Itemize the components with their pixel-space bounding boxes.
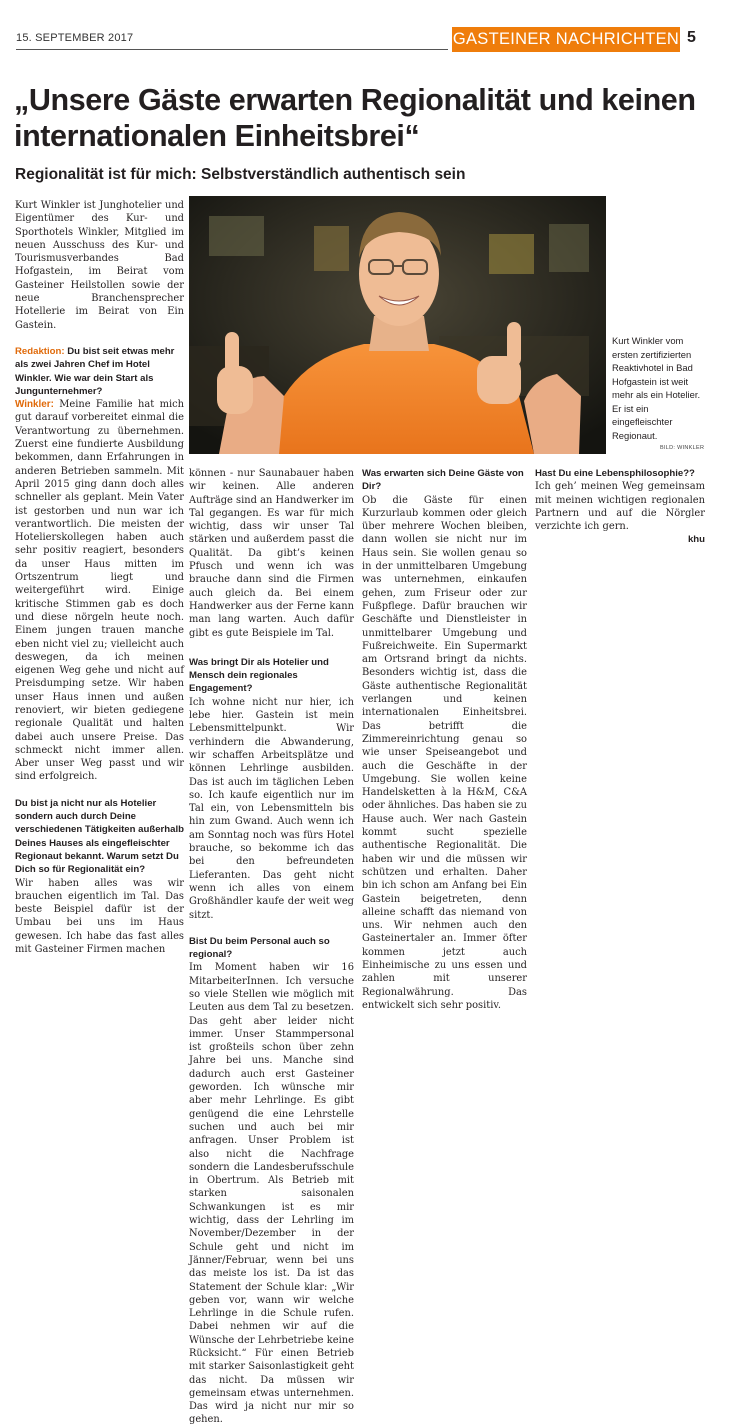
photo-credit: BILD: WINKLER bbox=[660, 445, 705, 451]
article-subheadline: Regionalität ist für mich: Selbstverständlich authentisch sein bbox=[15, 166, 466, 183]
answer-4: Im Moment haben wir 16 MitarbeiterInnen. Ich versuche so viele Stellen wie möglich mit Leuten aus dem Tal zu besetzen. Das geht aber leider nicht immer. Unser Stammpersonal ist großteils schon über zehn Jahre bei uns. Manche sind dadurch auch erst Gasteiner geworden. Ich wünsche mir aber mehr Lehrlinge. Es gibt genügend die eine Lehrstelle suchen und auch bei mir anfragen. Unser Problem ist also nicht die Nachfrage sondern die Landesberufsschule in Obertrum. Als Betrieb mit starken saisonalen Schwankungen ist es mir wichtig, dass der Lehrling im November/Dezember in der Schule geht und nicht im Jänner/Februar, wenn bei uns das meiste los ist. Da ist das Statement der Schule klar: „Wir geben vor, wann wir welche Lehrlinge in die Schule rufen. Dabei nehmen wir auf die Wünsche der Lehrbetriebe keine Rücksicht.“ Für einen Betrieb mit starker Saisonlastigkeit geht das nicht. Da müssen wir gemeinsam etwas unternehmen. Das wird ja nicht nur mir so gehen. bbox=[189, 962, 354, 1426]
page-number: 5 bbox=[687, 29, 696, 46]
question-3: Was bringt Dir als Hotelier und Mensch dein regionales Engagement? bbox=[189, 656, 329, 695]
question-5: Was erwarten sich Deine Gäste von Dir? bbox=[362, 468, 524, 493]
answer-3: Ich wohne nicht nur hier, ich lebe hier. Gastein ist mein Lebensmittelpunkt. Wir verhindern die Abwanderung, wir schaffen Arbeitsplätze und können Lehrlinge ausbilden. Das ist auch im täglichen Leben so. Ich kaufe eigentlich nur im Tal ein, von Lebensmitteln bis hin zum Gwand. Auch wenn ich am Sonntag noch was fürs Hotel brauche, so bekomme ich das bei den befreundeten Lieferanten. Das geht nicht wenn ich alles von einem Großhändler kaufe der weit weg sitzt. bbox=[189, 696, 354, 921]
author-signature: khu bbox=[687, 534, 705, 546]
column-4 bbox=[535, 467, 705, 547]
article-photo bbox=[189, 196, 606, 454]
answer-1 bbox=[15, 398, 184, 784]
photo-caption: Kurt Winkler vom ersten zertifizierten Reaktivhotel in Bad Hofgastein ist weit mehr als ein Hotelier. Er ist ein eingefleischter Regionaut. bbox=[612, 335, 701, 441]
answer-5: Ob die Gäste für einen Kurzurlaub kommen oder gleich über mehrere Wochen bleiben, dann wollen sie nicht nur im Haus sein. Sie wollen genau so in der unmittelbaren Umgebung was unternehmen, einkaufen gehen, zum Friseur oder zur Fußpflege. Dafür brauchen wir Geschäfte und Dienstleister in unmittelbarer Umgebung und Fußreichweite. Ein Supermarkt am Ortsrand bringt da nichts. Besonders wichtig ist, dass die Gäste authentische Regionalität verlangen und keinen internationalen Einheitsbrei. Das betrifft die Zimmereinrichtung genau so wie unser Speiseangebot und auch die Geschäfte in der Umgebung. Sie wollen keine Handelsketten à la H&M, C&A oder ähnliches. Das haben sie zu Hause auch. Wer nach Gastein kommt sucht spezielle authentische Regionalität. Die haben wir und die müssen wir schützen und erhalten. Daher bin ich schon am Anfang bei Ein Gastein beigetreten, denn alleine schafft das niemand von uns. Wir nehmen auch den Gasteinertaler an. Immer öfter kommen jetzt auch Einheimische zu uns essen und zahlen mit unserer Regionalwährung. Das entwickelt sich sehr positiv. bbox=[362, 494, 527, 1011]
answer-2-continued-text: können - nur Saunabauer haben wir keinen. Alle anderen Aufträge sind an Handwerker im Tal gegangen. Es war für mich wichtig, dass wir unser Tal stärken und außerdem passt die Qualität. Da gibt’s keinen Pfusch und wenn ich was brauche dann sind die Firmen auch gleich da. Bei einem Handwerker aus der Ferne kann man lang warten. Auch dafür gibt es gute Beispiele im Tal. bbox=[189, 468, 354, 639]
answer-6: Ich geh’ meinen Weg gemeinsam mit meinen wichtigen regionalen Partnern und auf die Nörgler verzichte ich gern. bbox=[535, 481, 705, 533]
question-2: Du bist ja nicht nur als Hotelier sondern auch durch Deine verschiedenen Tätigkeiten außerhalb Deines Hauses als eingefleischter Regionaut bekannt. Warum setzt Du Dich so für Regionalität ein? bbox=[15, 797, 185, 876]
question-1-text: Du bist seit etwas mehr als zwei Jahren Chef im Hotel Winkler. Wie war dein Start als Jungunternehmer? bbox=[15, 345, 175, 397]
winkler-label: Winkler: bbox=[15, 399, 54, 411]
intro-paragraph: Kurt Winkler ist Junghotelier und Eigentümer des Kur- und Sporthotels Winkler, Mitglied im neuen Ausschuss des Kur- und Tourismusverbandes Bad Hofgastein, im Beirat vom Gasteiner Heilstollen sowie der neue Branchensprecher Hotellerie im Beirat von Ein Gastein. bbox=[15, 200, 184, 331]
issue-date: 15. SEPTEMBER 2017 bbox=[16, 32, 134, 44]
column-1 bbox=[15, 199, 184, 956]
column-3 bbox=[362, 467, 527, 1012]
header-rule bbox=[16, 49, 448, 50]
answer-2-continued bbox=[189, 467, 354, 640]
answer-2: Wir haben alles was wir brauchen eigentlich im Tal. Das beste Beispiel dafür ist der Umbau bei uns im Haus gewesen. Ich habe das fast alles mit Gasteiner Firmen machen bbox=[15, 877, 184, 956]
redaktion-label: Redaktion: bbox=[15, 345, 65, 357]
section-banner: GASTEINER NACHRICHTEN bbox=[452, 27, 680, 52]
portrait-illustration bbox=[189, 196, 606, 454]
answer-1-text: Meine Familie hat mich gut darauf vorbereitet einmal die Verantwortung zu übernehmen. Zuerst eine fundierte Ausbildung bekommen, dann Erfahrungen in anderen Betrieben sammeln. Mit April 2015 ging dann doch alles schneller als geplant. Mein Vater ist gestorben und nun war ich verantwortlich. Die meisten der Hotelierskollegen haben auch sehr positiv reagiert, besonders da unser Haus mitten im Ortszentrum liegt und weitergeführt wird. Einige kritische Stimmen gab es doch und diese nörgeln heute noch. Einem jungen trauen manche eben nicht viel zu; vielleicht auch deswegen, da ich meinen eigenen Weg gehe und nicht auf Preisdumping setze. Wir haben unser Haus innen und außen renoviert, wir bieten gediegene regionale Qualität und halten dabei auch unsere Preise. Das schmeckt nicht immer allen. Aber unser Weg passt und wir sind erfolgreich. bbox=[15, 399, 184, 783]
question-4: Bist Du beim Personal auch so regional? bbox=[189, 935, 330, 961]
question-6: Hast Du eine Lebensphilosophie?? bbox=[535, 468, 695, 479]
question-1 bbox=[15, 345, 184, 398]
column-2 bbox=[189, 656, 354, 1427]
article-headline: „Unsere Gäste erwarten Regionalität und keinen internationalen Einheitsbrei“ bbox=[14, 83, 696, 153]
